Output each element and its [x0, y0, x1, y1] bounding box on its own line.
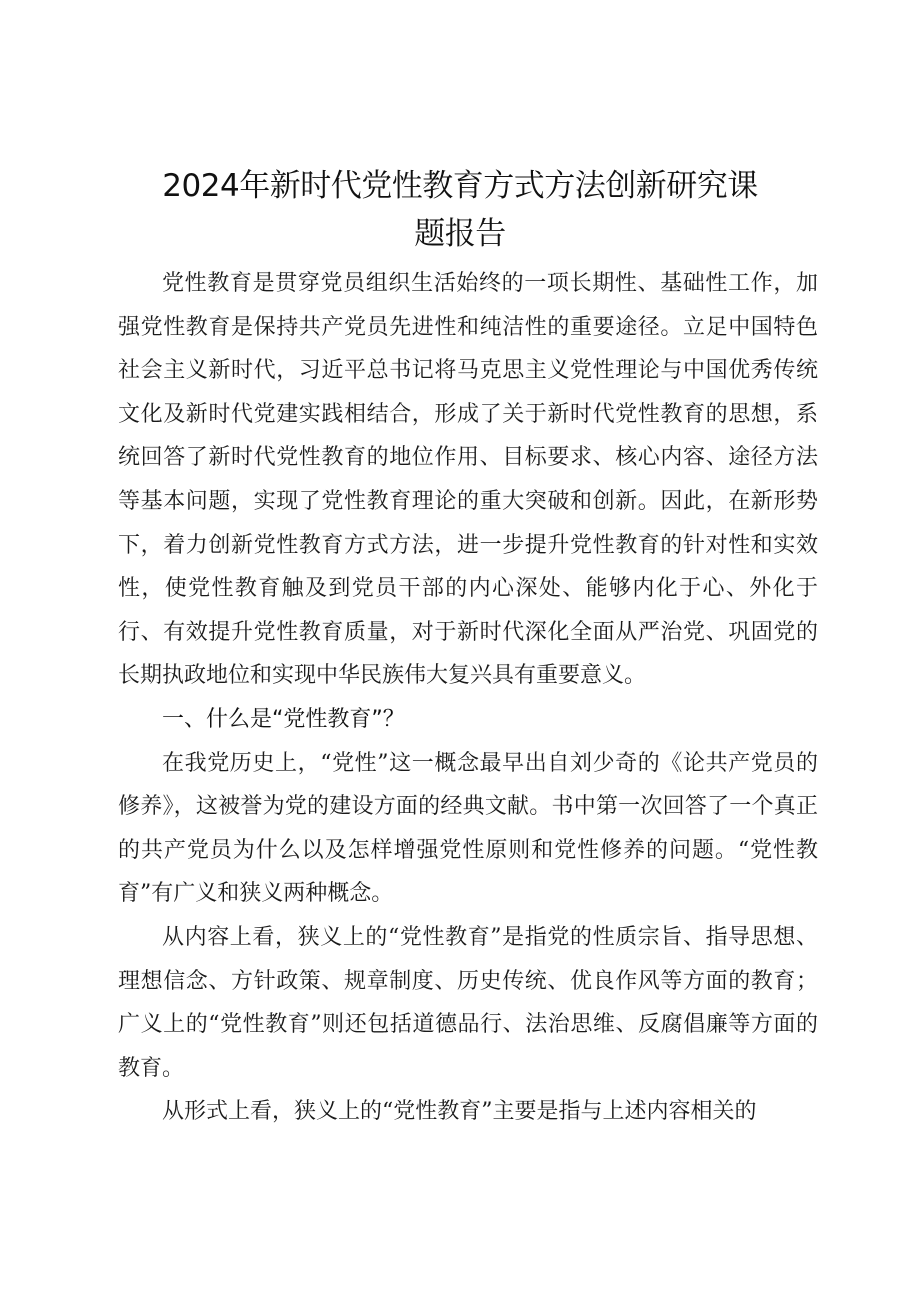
document-body: [118, 262, 818, 1134]
document-title-line-1: 2024年新时代党性教育方式方法创新研究课: [162, 168, 758, 204]
section-1-paragraph-1: 在我党历史上，“党性”这一概念最早出自刘少奇的《论共产党员的修养》，这被誉为党的建设方面的经典文献。书中第一次回答了一个真正的共产党员为什么以及怎样增强党性原则和党性修养的问题。“党性教育”有广义和狭义两种概念。: [118, 750, 818, 907]
intro-paragraph: 党性教育是贯穿党员组织生活始终的一项长期性、基础性工作，加强党性教育是保持共产党员先进性和纯洁性的重要途径。立足中国特色社会主义新时代，习近平总书记将马克思主义党性理论与中国优秀传统文化及新时代党建实践相结合，形成了关于新时代党性教育的思想，系统回答了新时代党性教育的地位作用、目标要求、核心内容、途径方法等基本问题，实现了党性教育理论的重大突破和创新。因此，在新形势下，着力创新党性教育方式方法，进一步提升党性教育的针对性和实效性，使党性教育触及到党员干部的内心深处、能够内化于心、外化于行、有效提升党性教育质量，对于新时代深化全面从严治党、巩固党的长期执政地位和实现中华民族伟大复兴具有重要意义。: [118, 271, 818, 689]
document-title: [110, 162, 810, 258]
section-1-paragraph-3: 从形式上看，狭义上的“党性教育”主要是指与上述内容相关的: [162, 1099, 757, 1125]
document-title-line-2: 题报告: [414, 216, 506, 252]
section-1-paragraph-2: 从内容上看，狭义上的“党性教育”是指党的性质宗旨、指导思想、理想信念、方针政策、规章制度、历史传统、优良作风等方面的教育；广义上的“党性教育”则还包括道德品行、法治思维、反腐倡廉等方面的教育。: [118, 924, 818, 1081]
section-heading-1: 一、什么是“党性教育”？: [162, 706, 405, 732]
